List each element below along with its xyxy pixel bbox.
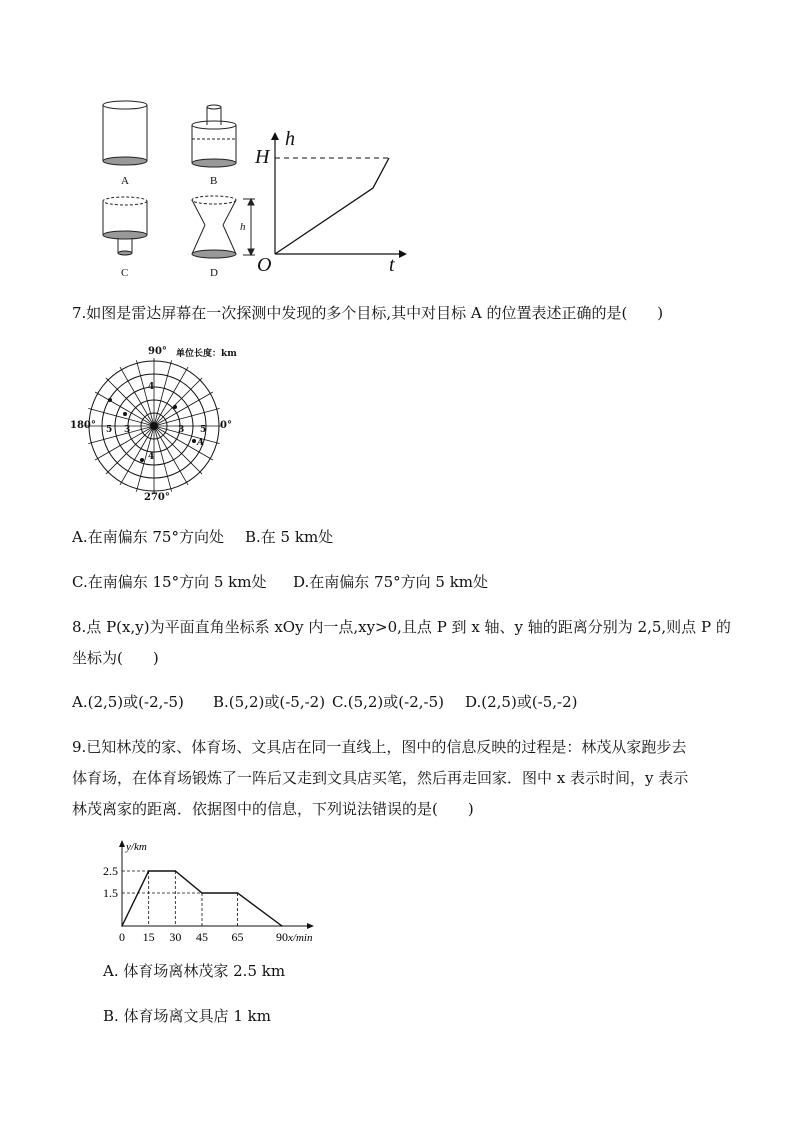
y-axis-label: y/km — [126, 841, 147, 853]
x-tick-label: 90 — [276, 930, 288, 944]
y-tick-label: 1.5 — [103, 886, 118, 900]
y-axis-arrow — [119, 840, 125, 847]
container-c — [103, 197, 147, 255]
radar-ring-label: 5 — [106, 425, 113, 435]
q7-option-d: D.在南偏东 75°方向 5 km处 — [293, 573, 489, 591]
containers-drawing — [95, 95, 255, 285]
container-a-label: A — [121, 175, 129, 187]
t-axis-label: t — [389, 254, 395, 276]
radar-ring-label: 3 — [178, 425, 185, 435]
chart-guides — [122, 871, 238, 926]
x-tick-label: 65 — [231, 930, 244, 944]
radar-angle-90: 90° — [148, 346, 167, 357]
container-c-label: C — [121, 267, 129, 279]
radar-ring-label: 4 — [148, 452, 155, 462]
radar-ring-label: 5 — [200, 425, 207, 435]
h-axis-arrow — [271, 132, 279, 140]
y-tick-label: 2.5 — [103, 864, 118, 878]
radar-angle-270: 270° — [144, 492, 170, 503]
radar-target-dot — [123, 412, 127, 416]
q9-text-line3: 林茂离家的距离．依据图中的信息，下列说法错误的是( ) — [72, 800, 474, 818]
data-point — [121, 925, 123, 927]
radar-figure — [68, 340, 258, 510]
water-height-curve — [275, 158, 389, 254]
q7-option-a: A.在南偏东 75°方向处 — [72, 528, 224, 546]
x-axis-label: x/min — [288, 932, 313, 944]
container-a — [103, 101, 147, 165]
radar-target-a-dot — [192, 439, 196, 443]
container-b-label: B — [210, 175, 218, 187]
x-tick-label: 30 — [169, 930, 182, 944]
chart-axes — [119, 840, 314, 929]
x-tick-label: 45 — [196, 930, 208, 944]
data-point — [201, 892, 203, 894]
radar-ring-label: 4 — [148, 382, 155, 392]
origin-label: O — [257, 254, 272, 276]
x-axis-arrow — [307, 923, 314, 929]
radar-target-dot — [140, 458, 144, 462]
t-axis-arrow — [399, 250, 407, 258]
radar-unit-label: 单位长度：km — [176, 349, 237, 359]
distance-time-chart-svg — [100, 838, 330, 948]
H-label: H — [255, 146, 270, 168]
q9-text-line2: 体育场，在体育场锻炼了一阵后又走到文具店买笔，然后再走回家．图中 x 表示时间，y 表示 — [72, 769, 689, 787]
radar-target-dot — [108, 398, 112, 402]
container-d-height-label: h — [240, 221, 246, 233]
q7-option-b: B.在 5 km处 — [245, 528, 334, 546]
q8-text-line2: 坐标为( ) — [72, 649, 159, 667]
radar-target-dot — [173, 405, 177, 409]
data-point — [237, 892, 239, 894]
data-point — [175, 870, 177, 872]
radar-ring-label: 3 — [124, 425, 131, 435]
radar-target-a-label: A — [197, 438, 204, 448]
data-point — [281, 925, 283, 927]
containers-figure — [95, 95, 255, 285]
container-d-label: D — [210, 267, 218, 279]
q8-option-c: C.(5,2)或(-2,-5) — [332, 693, 444, 711]
radar-center — [150, 422, 158, 430]
radar-angle-0: 0° — [220, 420, 232, 431]
q7-option-c: C.在南偏东 15°方向 5 km处 — [72, 573, 267, 591]
x-tick-label: 15 — [142, 930, 155, 944]
container-b — [192, 105, 236, 167]
q9-option-a: A. 体育场离林茂家 2.5 km — [103, 962, 286, 980]
height-time-graph — [255, 128, 415, 278]
q8-option-d: D.(2,5)或(-5,-2) — [465, 693, 578, 711]
radar-angle-180: 180° — [70, 420, 96, 431]
q8-text-line1: 8.点 P(x,y)为平面直角坐标系 xOy 内一点,xy>0,且点 P 到 x 轴、y 轴的距离分别为 2,5,则点 P 的 — [72, 618, 731, 636]
data-point — [148, 870, 150, 872]
q9-text-line1: 9.已知林茂的家、体育场、文具店在同一直线上，图中的信息反映的过程是：林茂从家跑步去 — [72, 738, 687, 756]
q9-option-b: B. 体育场离文具店 1 km — [103, 1007, 271, 1025]
q7-text: 7.如图是雷达屏幕在一次探测中发现的多个目标,其中对目标 A 的位置表述正确的是( ) — [72, 304, 664, 322]
q8-option-b: B.(5,2)或(-5,-2) — [213, 693, 326, 711]
q8-option-a: A.(2,5)或(-2,-5) — [72, 693, 184, 711]
distance-time-chart — [100, 838, 330, 948]
x-tick-label: 0 — [119, 930, 125, 944]
h-axis-label: h — [285, 128, 295, 150]
